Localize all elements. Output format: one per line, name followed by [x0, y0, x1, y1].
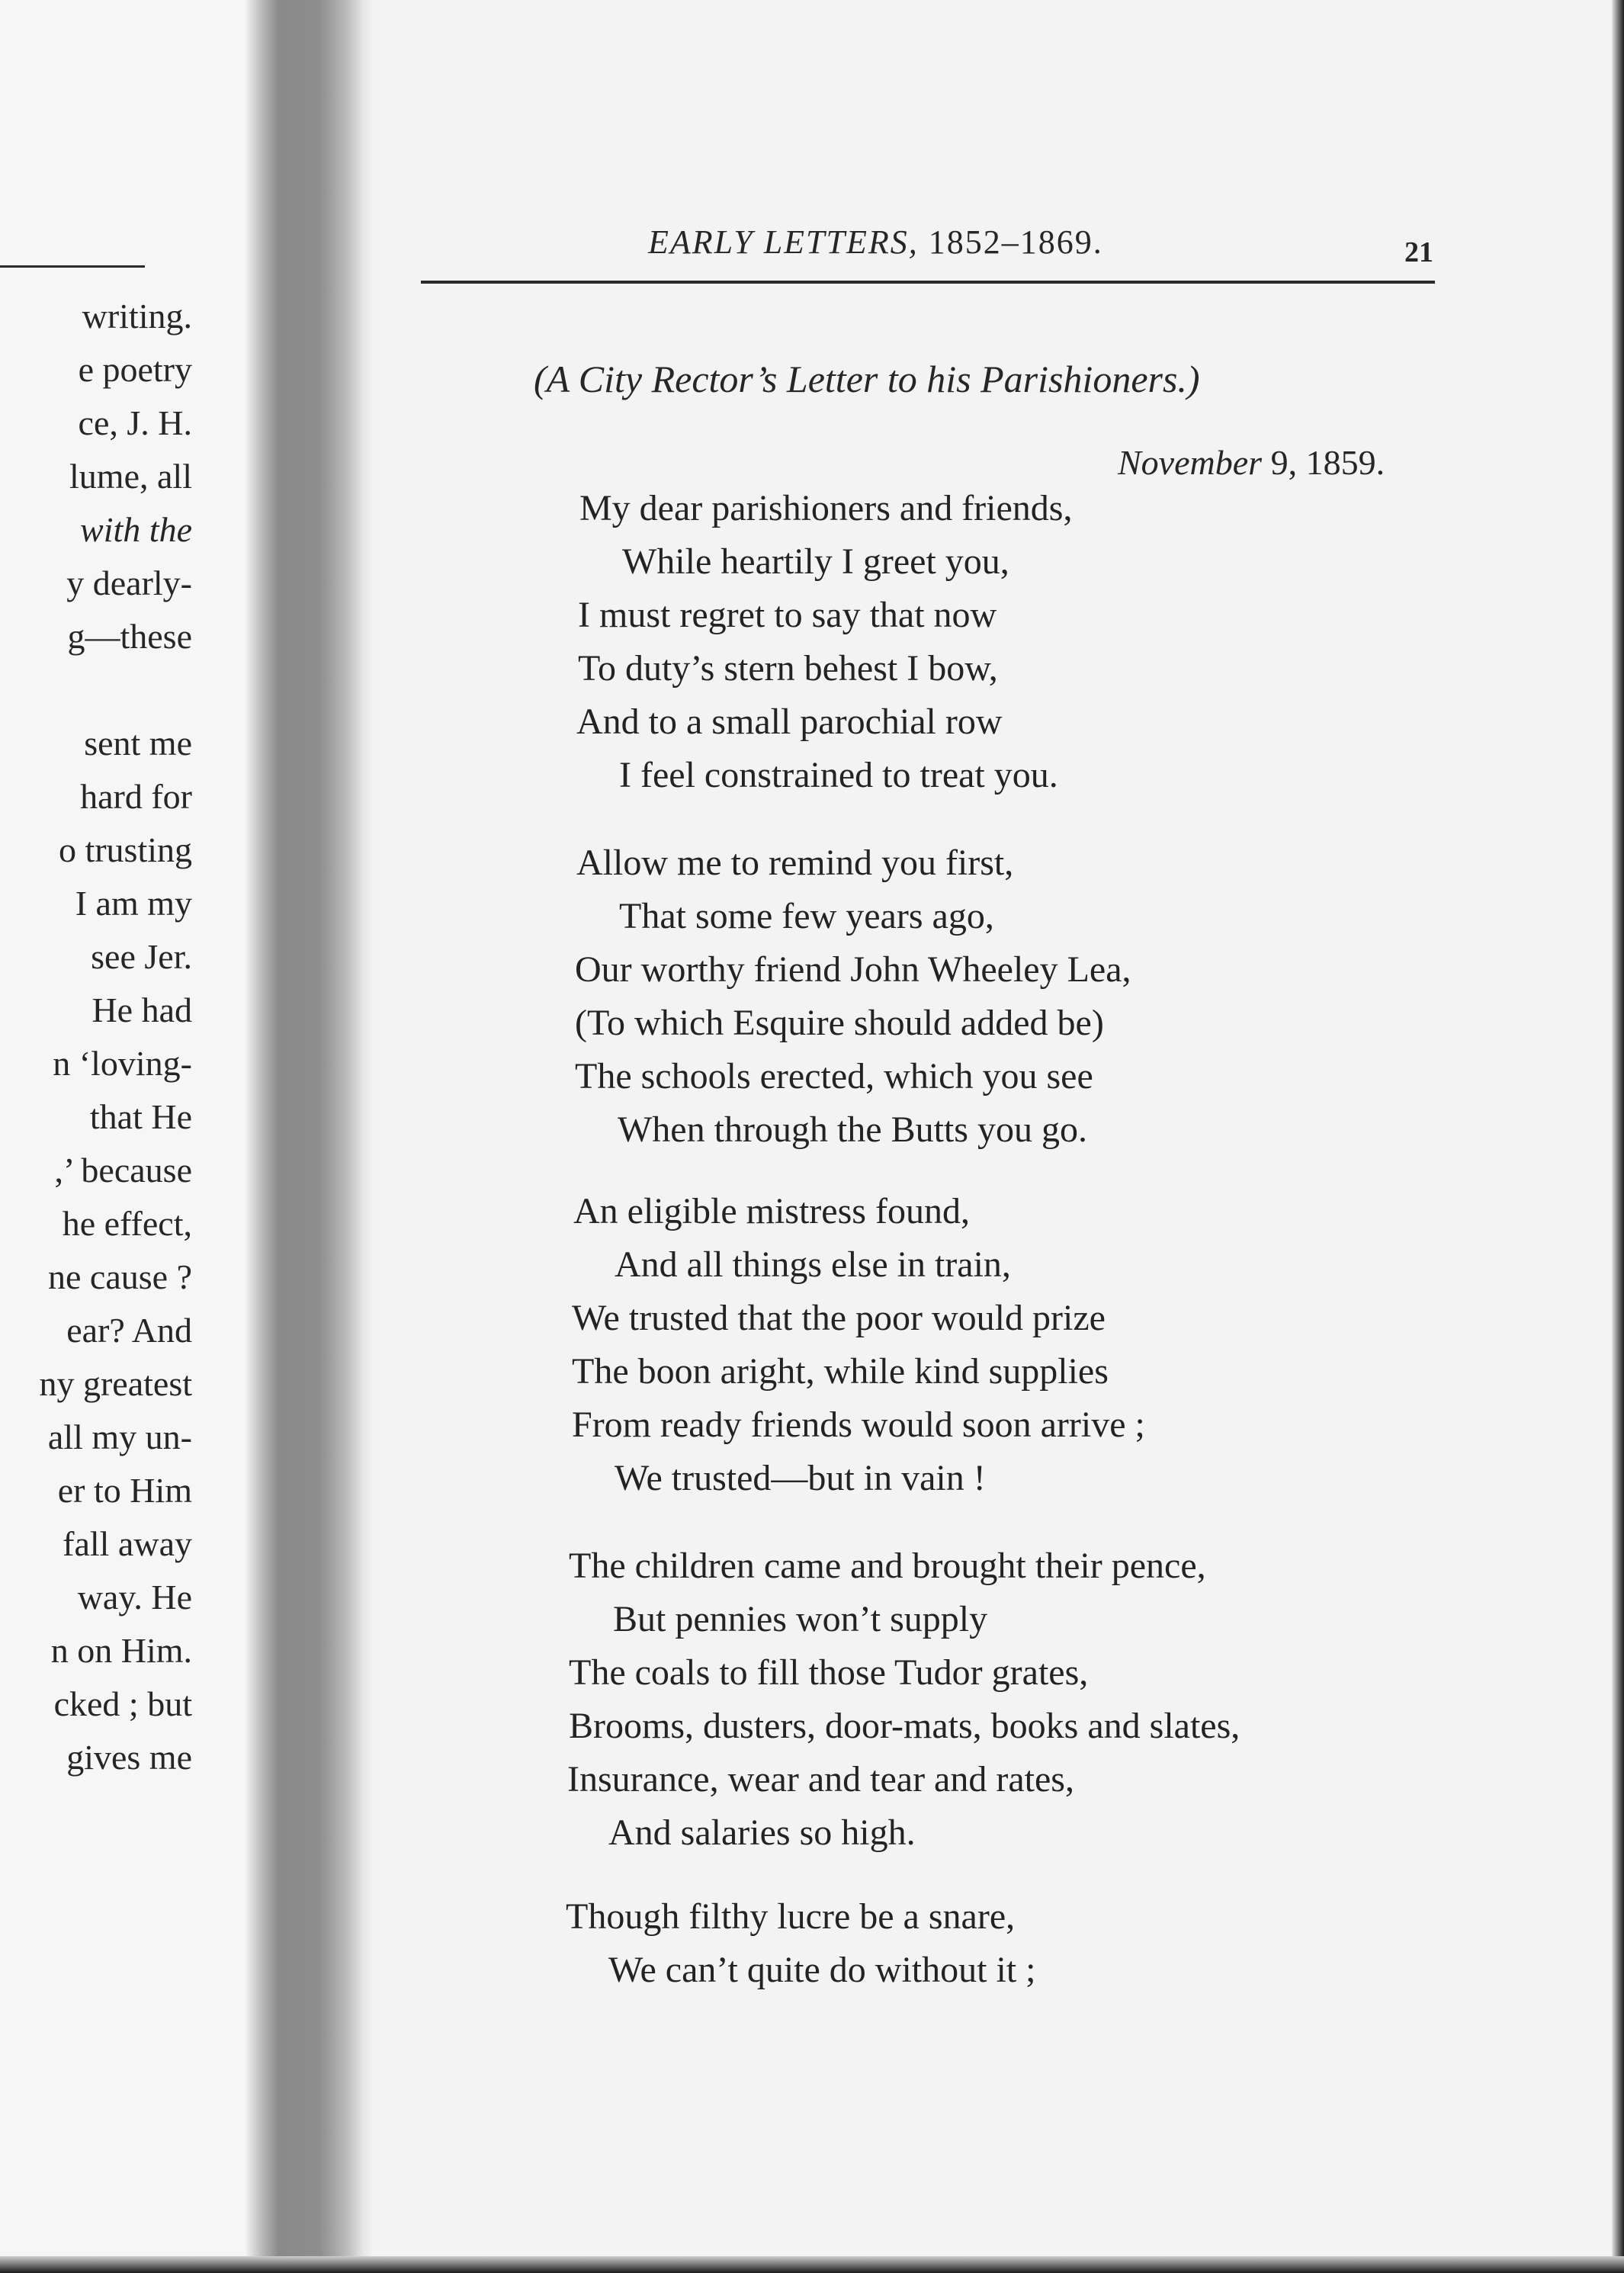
- left-page-line: that He: [89, 1097, 192, 1136]
- left-page-line: lume, all: [69, 457, 192, 496]
- verse-line: Insurance, wear and tear and rates,: [567, 1759, 1074, 1799]
- verse-line: Though filthy lucre be a snare,: [566, 1896, 1016, 1937]
- left-page-line: all my un-: [47, 1417, 192, 1456]
- book-gutter-shadow: [246, 0, 374, 2273]
- verse-line: The schools erected, which you see: [575, 1056, 1093, 1096]
- running-head-years: 1852–1869.: [928, 223, 1103, 261]
- letter-title: (A City Rector’s Letter to his Parishioners.): [534, 358, 1200, 400]
- left-page-line: fall away: [63, 1524, 192, 1563]
- verse-line: The boon aright, while kind supplies: [572, 1351, 1109, 1392]
- left-page-line: ny greatest: [39, 1364, 192, 1403]
- verse-line: (To which Esquire should added be): [575, 1003, 1104, 1043]
- left-facing-page: [0, 0, 259, 2273]
- page-edge-shadow: [1612, 0, 1624, 2273]
- verse-line: Allow me to remind you first,: [576, 843, 1014, 883]
- verse-line: My dear parishioners and friends,: [579, 488, 1073, 528]
- verse-line: Our worthy friend John Wheeley Lea,: [575, 949, 1131, 990]
- verse-line: And salaries so high.: [608, 1812, 916, 1853]
- letter-date-rest: 9, 1859.: [1270, 443, 1385, 482]
- running-head-title: EARLY LETTERS,: [648, 223, 919, 261]
- left-page-line: with the: [80, 510, 192, 549]
- verse-line: I must regret to say that now: [578, 595, 997, 635]
- left-page-line: way. He: [77, 1578, 192, 1616]
- verse-line: That some few years ago,: [619, 896, 994, 936]
- left-page-line: ear? And: [66, 1311, 192, 1350]
- page-number: 21: [1404, 236, 1433, 268]
- verse-line: But pennies won’t supply: [613, 1599, 988, 1639]
- verse-line: To duty’s stern behest I bow,: [578, 648, 998, 689]
- left-page-line: ce, J. H.: [78, 403, 192, 442]
- left-page-line: n ‘loving-: [53, 1044, 192, 1083]
- verse-line: And all things else in train,: [615, 1244, 1011, 1285]
- left-page-line: g—these: [67, 617, 192, 656]
- left-page-line: sent me: [84, 724, 192, 762]
- left-page-line: cked ; but: [53, 1684, 192, 1723]
- left-page-line: n on Him.: [50, 1631, 192, 1670]
- left-page-line: y dearly-: [66, 563, 192, 602]
- verse-line: And to a small parochial row: [576, 701, 1003, 742]
- verse-line: When through the Butts you go.: [618, 1109, 1087, 1150]
- letter-date: [1118, 442, 1385, 483]
- verse-line: I feel constrained to treat you.: [619, 755, 1058, 795]
- left-page-line: writing.: [82, 297, 192, 335]
- left-page-line: er to Him: [57, 1471, 192, 1510]
- left-page-line: he effect,: [62, 1204, 192, 1243]
- left-page-line: e poetry: [78, 350, 192, 389]
- verse-line: The children came and brought their pence,: [569, 1546, 1206, 1586]
- verse-line: We can’t quite do without it ;: [608, 1950, 1036, 1990]
- verse-line: Brooms, dusters, door-mats, books and slates,: [569, 1706, 1240, 1746]
- verse-line: An eligible mistress found,: [573, 1191, 970, 1231]
- left-page-line: He had: [91, 990, 192, 1029]
- verse-line: From ready friends would soon arrive ;: [572, 1405, 1145, 1445]
- verse-line: We trusted—but in vain !: [615, 1458, 986, 1498]
- letter-date-month: November: [1118, 443, 1263, 482]
- running-head: [648, 223, 1103, 262]
- left-page-line: o trusting: [58, 830, 192, 869]
- header-rule: [421, 281, 1435, 284]
- left-page-line: gives me: [66, 1738, 192, 1777]
- left-page-line: see Jer.: [91, 937, 192, 976]
- left-page-line: ne cause ?: [48, 1257, 192, 1296]
- verse-line: We trusted that the poor would prize: [572, 1298, 1106, 1338]
- verse-line: While heartily I greet you,: [622, 541, 1009, 582]
- left-page-rule: [0, 265, 145, 268]
- page-bottom-edge: [0, 2256, 1624, 2273]
- verse-line: The coals to fill those Tudor grates,: [569, 1652, 1089, 1693]
- left-page-line: ,’ because: [54, 1151, 192, 1189]
- left-page-line: hard for: [80, 777, 192, 816]
- left-page-line: I am my: [75, 884, 192, 923]
